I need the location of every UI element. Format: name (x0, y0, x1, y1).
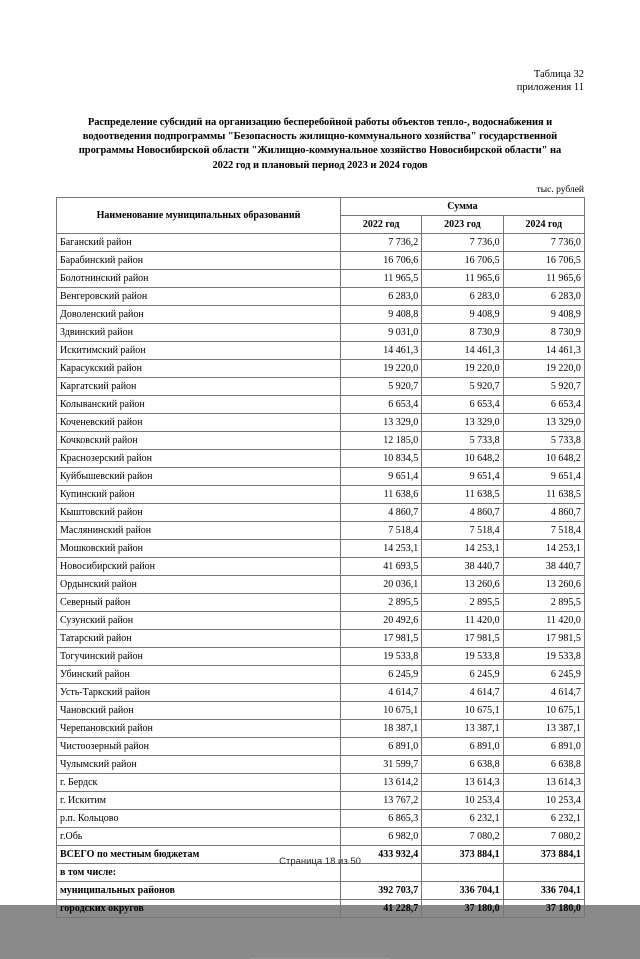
municipality-name: Чулымский район (57, 755, 341, 773)
municipality-name: Искитимский район (57, 341, 341, 359)
amount-cell-year-2023: 6 638,8 (422, 755, 503, 773)
municipality-name: р.п. Кольцово (57, 809, 341, 827)
table-row (57, 737, 585, 755)
amount-cell-year-2023: 4 860,7 (422, 503, 503, 521)
amount-cell-year-2024: 7 736,0 (503, 233, 584, 251)
amount-cell-year-2022: 16 706,6 (341, 251, 422, 269)
page-title (56, 116, 584, 173)
amount-cell-year-2023: 13 329,0 (422, 413, 503, 431)
table-row (57, 413, 585, 431)
amount-cell-year-2024: 13 387,1 (503, 719, 584, 737)
amount-cell-year-2024: 16 706,5 (503, 251, 584, 269)
amount-cell-year-2023: 38 440,7 (422, 557, 503, 575)
municipality-name: Доволенский район (57, 305, 341, 323)
amount-cell-year-2023: 13 260,6 (422, 575, 503, 593)
title-line-1: Распределение субсидий на организацию бесперебойной работы объектов тепло-, водоснабжения и (87, 117, 553, 128)
amount-cell-year-2023: 13 614,3 (422, 773, 503, 791)
table-row (57, 269, 585, 287)
amount-cell-year-2022: 6 245,9 (341, 665, 422, 683)
amount-cell-year-2024: 6 232,1 (503, 809, 584, 827)
amount-cell-year-2022: 4 860,7 (341, 503, 422, 521)
municipality-name: Каргатский район (57, 377, 341, 395)
table-body (57, 233, 585, 917)
title-line-4: 2022 год и плановый период 2023 и 2024 годов (212, 159, 428, 171)
column-header-year-2022: 2022 год (341, 215, 422, 233)
amount-cell-year-2022: 14 461,3 (341, 341, 422, 359)
amount-cell-year-2022: 6 653,4 (341, 395, 422, 413)
municipality-name: Чановский район (57, 701, 341, 719)
amount-cell-year-2024: 4 860,7 (503, 503, 584, 521)
amount-cell-year-2023: 14 461,3 (422, 341, 503, 359)
amount-cell-year-2024: 19 220,0 (503, 359, 584, 377)
amount-cell-year-2024: 6 283,0 (503, 287, 584, 305)
amount-cell-year-2024: 11 638,5 (503, 485, 584, 503)
amount-cell-year-2024: 6 245,9 (503, 665, 584, 683)
municipality-name: Усть-Таркский район (57, 683, 341, 701)
amount-cell-year-2023: 19 220,0 (422, 359, 503, 377)
municipality-name: Черепановский район (57, 719, 341, 737)
municipality-name: Кочковский район (57, 431, 341, 449)
amount-cell-year-2024: 38 440,7 (503, 557, 584, 575)
amount-cell-year-2022: 2 895,5 (341, 593, 422, 611)
amount-cell-year-2023: 2 895,5 (422, 593, 503, 611)
amount-cell-year-2023: 6 232,1 (422, 809, 503, 827)
amount-cell-year-2023: 8 730,9 (422, 323, 503, 341)
amount-cell-year-2022: 9 031,0 (341, 323, 422, 341)
amount-cell-year-2023: 4 614,7 (422, 683, 503, 701)
amount-cell-year-2022: 13 614,2 (341, 773, 422, 791)
amount-cell-year-2022: 12 185,0 (341, 431, 422, 449)
page-content (56, 54, 584, 959)
municipality-name: Сузунский район (57, 611, 341, 629)
table-row-subtotal (57, 881, 585, 899)
amount-cell-year-2023: 7 518,4 (422, 521, 503, 539)
amount-cell-year-2024: 2 895,5 (503, 593, 584, 611)
municipality-name: Убинский район (57, 665, 341, 683)
amount-cell-year-2024: 9 651,4 (503, 467, 584, 485)
municipality-name: Здвинский район (57, 323, 341, 341)
amount-cell-year-2023: 6 653,4 (422, 395, 503, 413)
table-row (57, 539, 585, 557)
amount-cell-year-2023: 10 253,4 (422, 791, 503, 809)
amount-cell-year-2022: 20 036,1 (341, 575, 422, 593)
amount-cell-year-2024: 4 614,7 (503, 683, 584, 701)
amount-cell-year-2024: 8 730,9 (503, 323, 584, 341)
amount-cell-year-2023: 11 965,6 (422, 269, 503, 287)
subsidies-table (56, 197, 585, 918)
amount-cell-year-2023: 6 891,0 (422, 737, 503, 755)
amount-cell-year-2024: 7 518,4 (503, 521, 584, 539)
municipality-name: городских округов (57, 899, 341, 917)
table-row (57, 557, 585, 575)
units-label: тыс. рублей (536, 184, 584, 195)
municipality-name: в том числе: (57, 863, 341, 881)
municipality-name: Барабинский район (57, 251, 341, 269)
amount-cell-year-2023: 19 533,8 (422, 647, 503, 665)
table-row (57, 287, 585, 305)
amount-cell-year-2024: 14 461,3 (503, 341, 584, 359)
amount-cell-year-2022: 11 965,5 (341, 269, 422, 287)
municipality-name: Новосибирский район (57, 557, 341, 575)
title-line-3: программы Новосибирской области "Жилищно-коммунальное хозяйство Новосибирской области" на (78, 145, 562, 157)
amount-cell-year-2022: 18 387,1 (341, 719, 422, 737)
amount-cell-year-2022: 41 228,7 (341, 899, 422, 917)
municipality-name: Венгеровский район (57, 287, 341, 305)
municipality-name: Маслянинский район (57, 521, 341, 539)
amount-cell-year-2023: 14 253,1 (422, 539, 503, 557)
amount-cell-year-2023: 5 733,8 (422, 431, 503, 449)
amount-cell-year-2023: 6 283,0 (422, 287, 503, 305)
amount-cell-year-2022: 20 492,6 (341, 611, 422, 629)
table-row (57, 503, 585, 521)
amount-cell-year-2024: 13 329,0 (503, 413, 584, 431)
amount-cell-year-2024: 13 260,6 (503, 575, 584, 593)
amount-cell-year-2023: 336 704,1 (422, 881, 503, 899)
municipality-name: Мошковский район (57, 539, 341, 557)
municipality-name: Колыванский район (57, 395, 341, 413)
column-header-year-2023: 2023 год (422, 215, 503, 233)
table-row (57, 359, 585, 377)
amount-cell-year-2022: 13 329,0 (341, 413, 422, 431)
table-row (57, 377, 585, 395)
table-row (57, 719, 585, 737)
table-row-subtotal (57, 899, 585, 917)
table-row (57, 485, 585, 503)
table-row (57, 791, 585, 809)
amount-cell-year-2023: 6 245,9 (422, 665, 503, 683)
table-row (57, 611, 585, 629)
amount-cell-year-2024: 7 080,2 (503, 827, 584, 845)
amount-cell-year-2022: 10 834,5 (341, 449, 422, 467)
table-row (57, 773, 585, 791)
amount-cell-year-2024: 10 253,4 (503, 791, 584, 809)
table-row (57, 827, 585, 845)
table-row (57, 323, 585, 341)
municipality-name: Коченевский район (57, 413, 341, 431)
amount-cell-year-2022: 6 283,0 (341, 287, 422, 305)
amount-cell-year-2023: 9 408,9 (422, 305, 503, 323)
table-row (57, 305, 585, 323)
table-header (57, 197, 585, 233)
amount-cell-year-2022: 17 981,5 (341, 629, 422, 647)
table-row (57, 467, 585, 485)
amount-cell-year-2022: 6 865,3 (341, 809, 422, 827)
amount-cell-year-2022: 41 693,5 (341, 557, 422, 575)
table-row (57, 521, 585, 539)
table-row (57, 665, 585, 683)
amount-cell-year-2022: 392 703,7 (341, 881, 422, 899)
amount-cell-year-2024: 9 408,9 (503, 305, 584, 323)
municipality-name: Кыштовский район (57, 503, 341, 521)
municipality-name: Баганский район (57, 233, 341, 251)
column-header-name: Наименование муниципальных образований (57, 197, 341, 233)
amount-cell-year-2024: 10 648,2 (503, 449, 584, 467)
header-row-1 (57, 197, 585, 215)
municipality-name: г. Искитим (57, 791, 341, 809)
amount-cell-year-2023: 373 884,1 (422, 845, 503, 863)
amount-cell-year-2022: 9 651,4 (341, 467, 422, 485)
amount-cell-year-2023: 7 080,2 (422, 827, 503, 845)
document-reference (56, 68, 584, 94)
amount-cell-year-2024: 5 920,7 (503, 377, 584, 395)
amount-cell-year-2022: 7 736,2 (341, 233, 422, 251)
amount-cell-year-2022: 19 220,0 (341, 359, 422, 377)
amount-cell-year-2022: 11 638,6 (341, 485, 422, 503)
municipality-name: Карасукский район (57, 359, 341, 377)
municipality-name: Купинский район (57, 485, 341, 503)
amount-cell-year-2024: 19 533,8 (503, 647, 584, 665)
amount-cell-year-2024: 6 891,0 (503, 737, 584, 755)
table-row (57, 233, 585, 251)
amount-cell-year-2024: 5 733,8 (503, 431, 584, 449)
amount-cell-year-2024: 6 638,8 (503, 755, 584, 773)
municipality-name: Краснозерский район (57, 449, 341, 467)
amount-cell-year-2022: 5 920,7 (341, 377, 422, 395)
amount-cell-year-2023: 9 651,4 (422, 467, 503, 485)
municipality-name: Болотнинский район (57, 269, 341, 287)
municipality-name: Тогучинский район (57, 647, 341, 665)
amount-cell-year-2024: 14 253,1 (503, 539, 584, 557)
amount-cell-year-2023: 11 420,0 (422, 611, 503, 629)
amount-cell-year-2022: 7 518,4 (341, 521, 422, 539)
amount-cell-year-2023: 10 648,2 (422, 449, 503, 467)
table-row (57, 647, 585, 665)
municipality-name: Северный район (57, 593, 341, 611)
municipality-name: Чистоозерный район (57, 737, 341, 755)
amount-cell-year-2022: 6 982,0 (341, 827, 422, 845)
amount-cell-year-2024: 10 675,1 (503, 701, 584, 719)
amount-cell-year-2023: 37 180,0 (422, 899, 503, 917)
municipality-name: муниципальных районов (57, 881, 341, 899)
table-row (57, 755, 585, 773)
amount-cell-year-2023: 16 706,5 (422, 251, 503, 269)
table-row (57, 701, 585, 719)
amount-cell-year-2023: 10 675,1 (422, 701, 503, 719)
table-row (57, 251, 585, 269)
amount-cell-year-2024: 17 981,5 (503, 629, 584, 647)
table-number: Таблица 32 (533, 69, 584, 80)
amount-cell-year-2023: 17 981,5 (422, 629, 503, 647)
municipality-name: Татарский район (57, 629, 341, 647)
amount-cell-year-2023: 13 387,1 (422, 719, 503, 737)
municipality-name: г. Бердск (57, 773, 341, 791)
amount-cell-year-2022: 9 408,8 (341, 305, 422, 323)
amount-cell-year-2024: 11 420,0 (503, 611, 584, 629)
amount-cell-year-2023: 11 638,5 (422, 485, 503, 503)
amount-cell-year-2023: 5 920,7 (422, 377, 503, 395)
table-row (57, 449, 585, 467)
amount-cell-year-2024: 336 704,1 (503, 881, 584, 899)
paper-sheet (20, 18, 620, 914)
amount-cell-year-2024: 37 180,0 (503, 899, 584, 917)
amount-cell-year-2022: 10 675,1 (341, 701, 422, 719)
amount-cell-year-2022: 433 932,4 (341, 845, 422, 863)
amount-cell-year-2022: 19 533,8 (341, 647, 422, 665)
table-row (57, 395, 585, 413)
amount-cell-year-2022: 13 767,2 (341, 791, 422, 809)
amount-cell-year-2024: 373 884,1 (503, 845, 584, 863)
table-row (57, 431, 585, 449)
municipality-name: г.Обь (57, 827, 341, 845)
amount-cell-year-2024: 13 614,3 (503, 773, 584, 791)
amount-cell-year-2024: 6 653,4 (503, 395, 584, 413)
table-row (57, 683, 585, 701)
municipality-name: ВСЕГО по местным бюджетам (57, 845, 341, 863)
amount-cell-year-2024: 11 965,6 (503, 269, 584, 287)
table-row (57, 629, 585, 647)
table-row (57, 575, 585, 593)
amount-cell-year-2022: 4 614,7 (341, 683, 422, 701)
appendix-number: приложения 11 (516, 82, 584, 93)
title-line-2: водоотведения подпрограммы "Безопасность жилищно-коммунального хозяйства" государственной (82, 131, 558, 143)
amount-cell-year-2022: 6 891,0 (341, 737, 422, 755)
column-header-group-sum: Сумма (341, 197, 585, 215)
amount-cell-year-2023: 7 736,0 (422, 233, 503, 251)
municipality-name: Куйбышевский район (57, 467, 341, 485)
municipality-name: Ордынский район (57, 575, 341, 593)
page-footer: Страница 18 из 50 (279, 856, 361, 867)
amount-cell-year-2022: 14 253,1 (341, 539, 422, 557)
column-header-year-2024: 2024 год (503, 215, 584, 233)
amount-cell-year-2022: 31 599,7 (341, 755, 422, 773)
table-row (57, 341, 585, 359)
table-row (57, 809, 585, 827)
table-row (57, 593, 585, 611)
